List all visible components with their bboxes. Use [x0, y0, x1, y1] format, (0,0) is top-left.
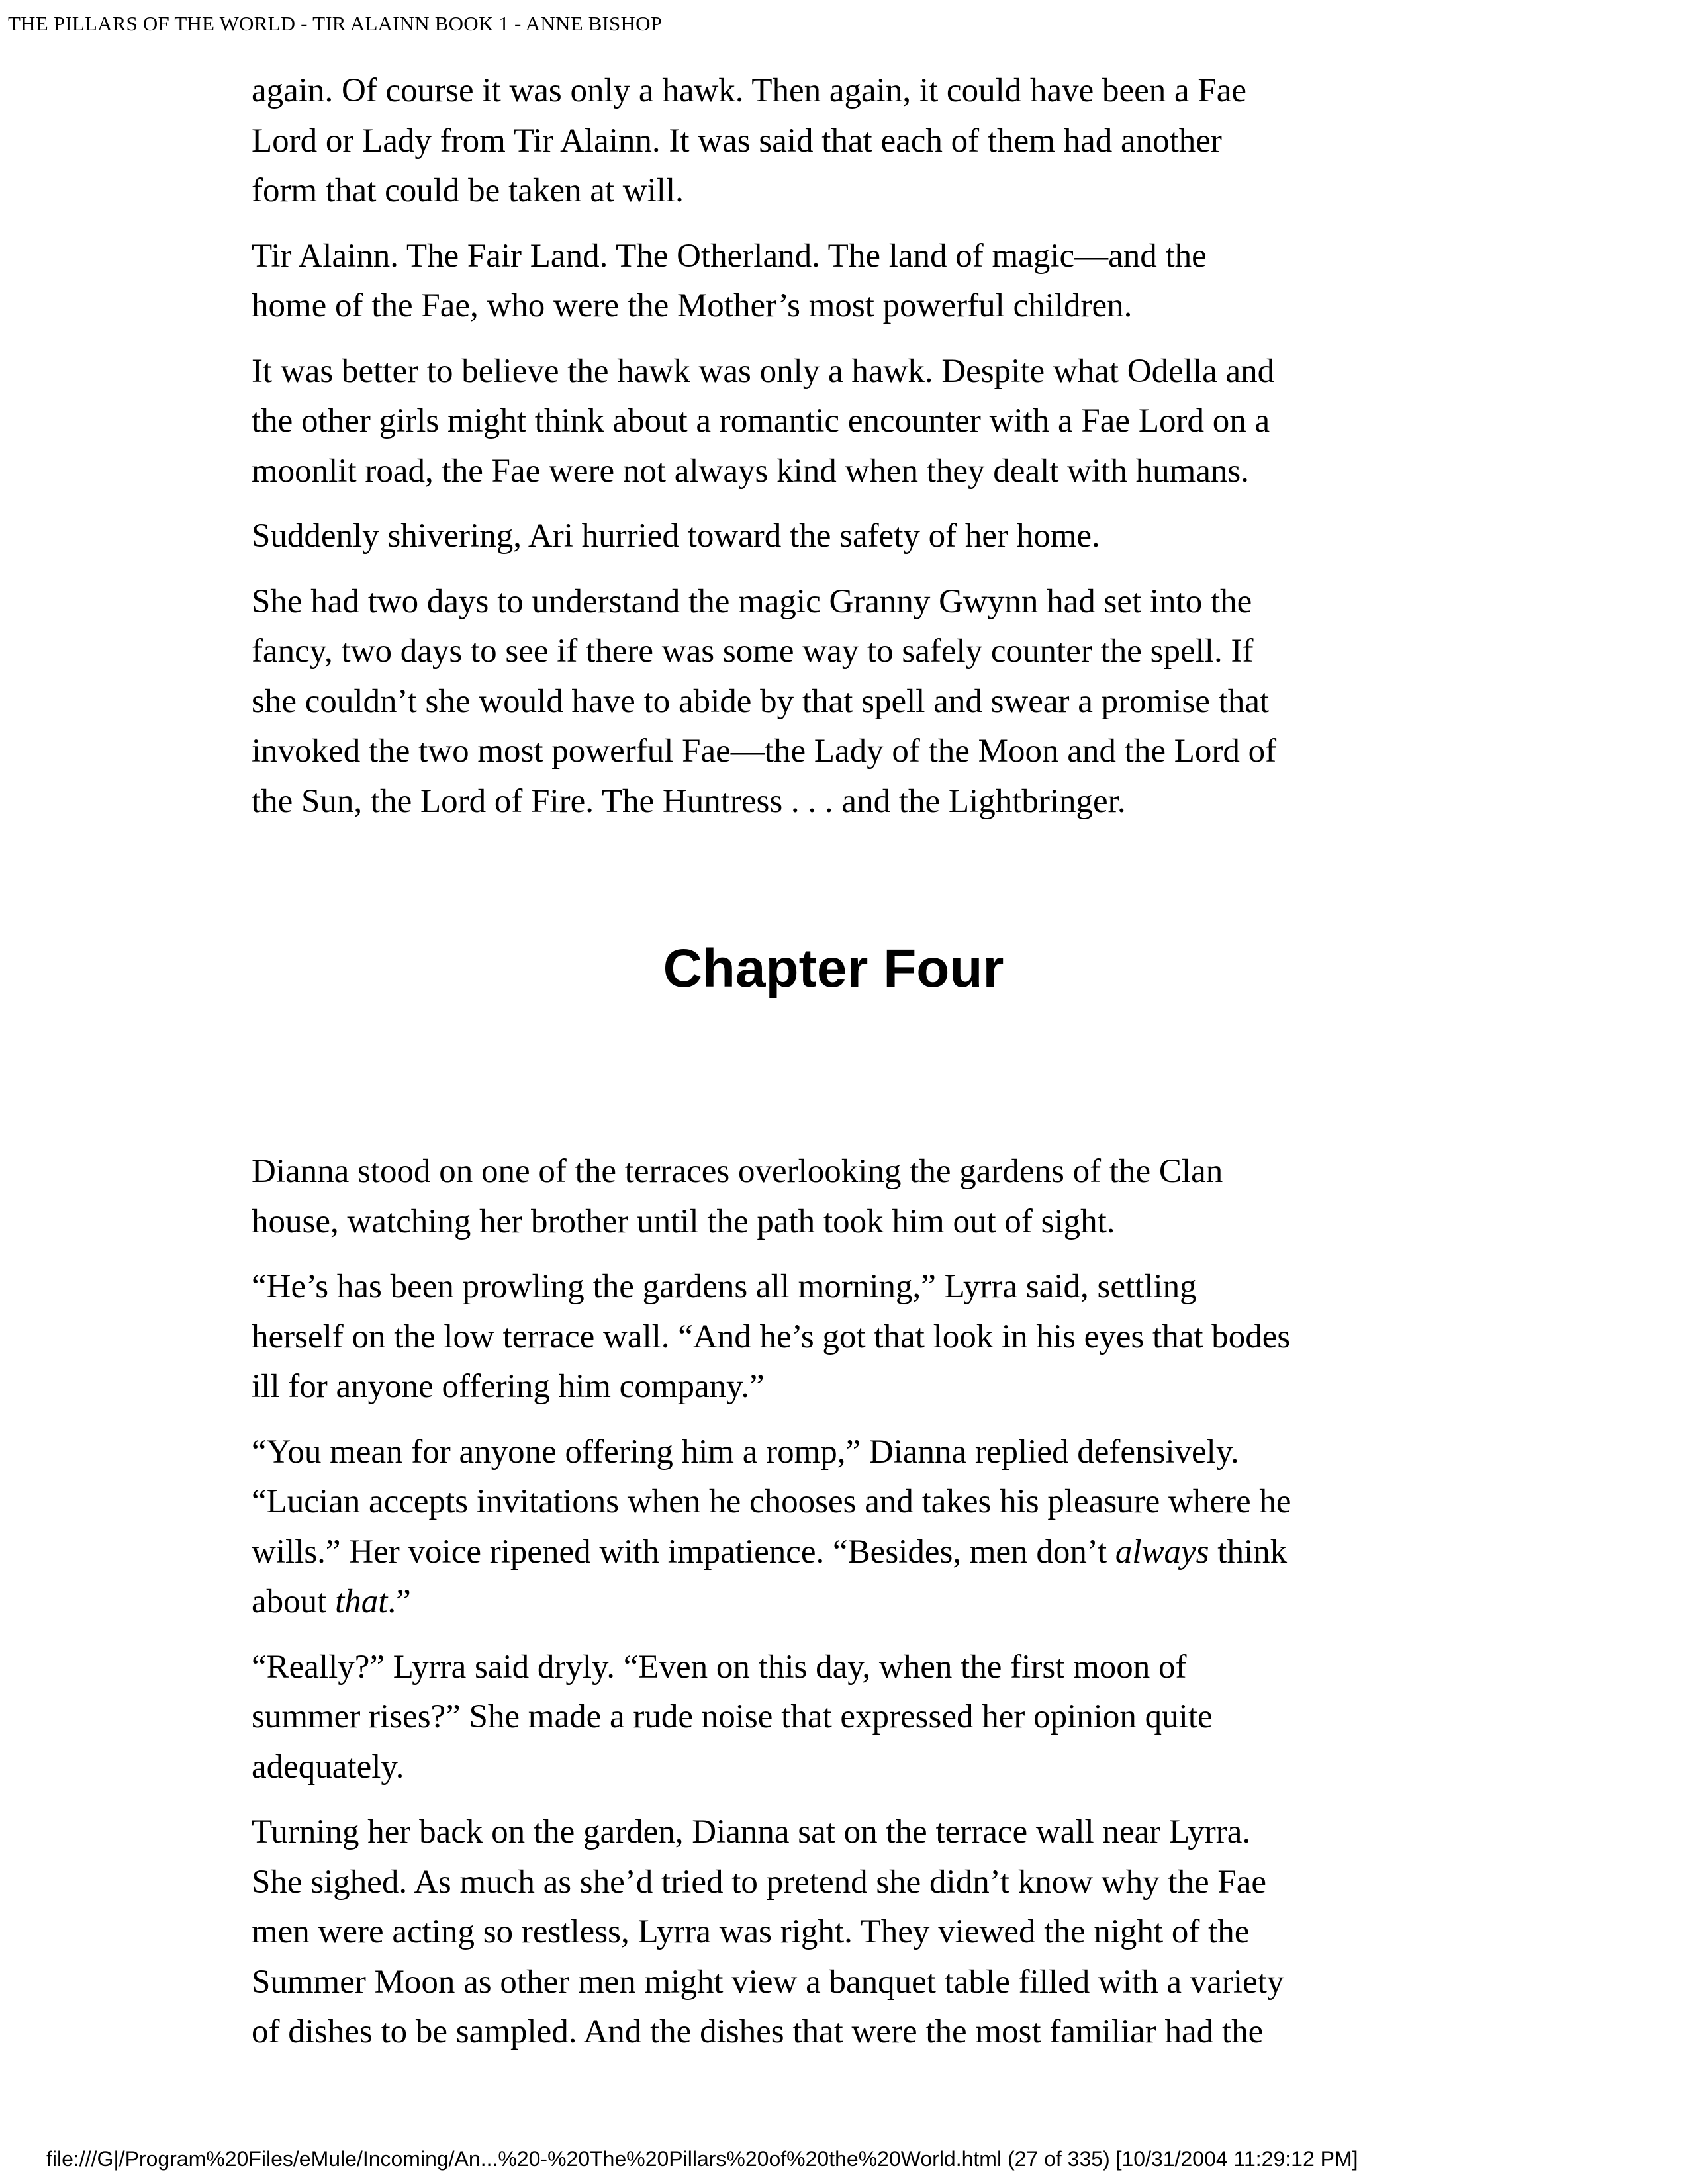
paragraph-1: [252, 66, 1450, 216]
text-line: herself on the low terrace wall. “And he’s got that look in his eyes that bodes: [252, 1318, 1291, 1355]
text-line: She had two days to understand the magic Granny Gwynn had set into the: [252, 582, 1252, 620]
paragraph-6: [252, 1147, 1450, 1247]
chapter-spacer: [252, 996, 1450, 1147]
text-line: again. Of course it was only a hawk. Then again, it could have been a Fae: [252, 72, 1247, 109]
text-line: “He’s has been prowling the gardens all morning,” Lyrra said, settling: [252, 1268, 1197, 1305]
paragraph-3: [252, 347, 1450, 497]
text-line: Dianna stood on one of the terraces overlooking the gardens of the Clan: [252, 1153, 1223, 1190]
text-line: fancy, two days to see if there was some way to safely counter the spell. If: [252, 633, 1254, 670]
paragraph-4: [252, 512, 1450, 562]
text-fragment: about: [252, 1583, 336, 1620]
text-line: “Lucian accepts invitations when he chooses and takes his pleasure where he: [252, 1483, 1291, 1520]
text-line: men were acting so restless, Lyrra was right. They viewed the night of the: [252, 1913, 1250, 1950]
book-text: [252, 66, 1450, 2073]
text-line: “You mean for anyone offering him a romp,” Dianna replied defensively.: [252, 1433, 1239, 1471]
paragraph-9: [252, 1643, 1450, 1793]
text-line: Summer Moon as other men might view a banquet table filled with a variety: [252, 1963, 1284, 2001]
emphasis-text: always: [1115, 1533, 1209, 1570]
text-line: ill for anyone offering him company.”: [252, 1368, 765, 1405]
text-line: It was better to believe the hawk was only a hawk. Despite what Odella and: [252, 352, 1275, 390]
text-line: form that could be taken at will.: [252, 172, 684, 209]
paragraph-5: [252, 577, 1450, 827]
text-line: Turning her back on the garden, Dianna sat on the terrace wall near Lyrra.: [252, 1813, 1251, 1850]
text-line: the Sun, the Lord of Fire. The Huntress . . . and the Lightbringer.: [252, 782, 1126, 820]
text-line: of dishes to be sampled. And the dishes that were the most familiar had the: [252, 2013, 1264, 2050]
emphasis-text: that: [335, 1583, 388, 1620]
page-footer-url: file:///G|/Program%20Files/eMule/Incoming/An...%20-%20The%20Pillars%20of%20the%20World.html (27 of 335) [10/31/2004 11:29:12 PM]: [46, 2147, 1358, 2171]
chapter-title: Chapter Four: [663, 938, 1004, 999]
text-line: the other girls might think about a romantic encounter with a Fae Lord on a: [252, 402, 1270, 439]
page-header: THE PILLARS OF THE WORLD - TIR ALAINN BOOK 1 - ANNE BISHOP: [8, 12, 663, 35]
paragraph-10: [252, 1807, 1450, 2058]
text-line: Lord or Lady from Tir Alainn. It was said that each of them had another: [252, 122, 1222, 159]
text-line: invoked the two most powerful Fae—the Lady of the Moon and the Lord of: [252, 733, 1277, 770]
text-line: she couldn’t she would have to abide by that spell and swear a promise that: [252, 682, 1270, 720]
text-fragment: wills.” Her voice ripened with impatience. “Besides, men don’t: [252, 1533, 1115, 1570]
text-line: house, watching her brother until the path took him out of sight.: [252, 1203, 1115, 1240]
text-line: summer rises?” She made a rude noise that expressed her opinion quite: [252, 1698, 1213, 1735]
paragraph-2: [252, 232, 1450, 332]
text-fragment: .”: [387, 1583, 411, 1620]
text-line: moonlit road, the Fae were not always kind when they dealt with humans.: [252, 452, 1249, 490]
text-line: “Really?” Lyrra said dryly. “Even on this day, when the first moon of: [252, 1648, 1187, 1686]
text-line: She sighed. As much as she’d tried to pretend she didn’t know why the Fae: [252, 1863, 1267, 1901]
text-line: Tir Alainn. The Fair Land. The Otherland. The land of magic—and the: [252, 237, 1207, 275]
paragraph-7: [252, 1262, 1450, 1412]
text-line: adequately.: [252, 1748, 404, 1786]
text-line: home of the Fae, who were the Mother’s most powerful children.: [252, 287, 1133, 324]
text-fragment: think: [1209, 1533, 1288, 1570]
paragraph-8: [252, 1428, 1450, 1627]
text-line: Suddenly shivering, Ari hurried toward the safety of her home.: [252, 518, 1100, 555]
